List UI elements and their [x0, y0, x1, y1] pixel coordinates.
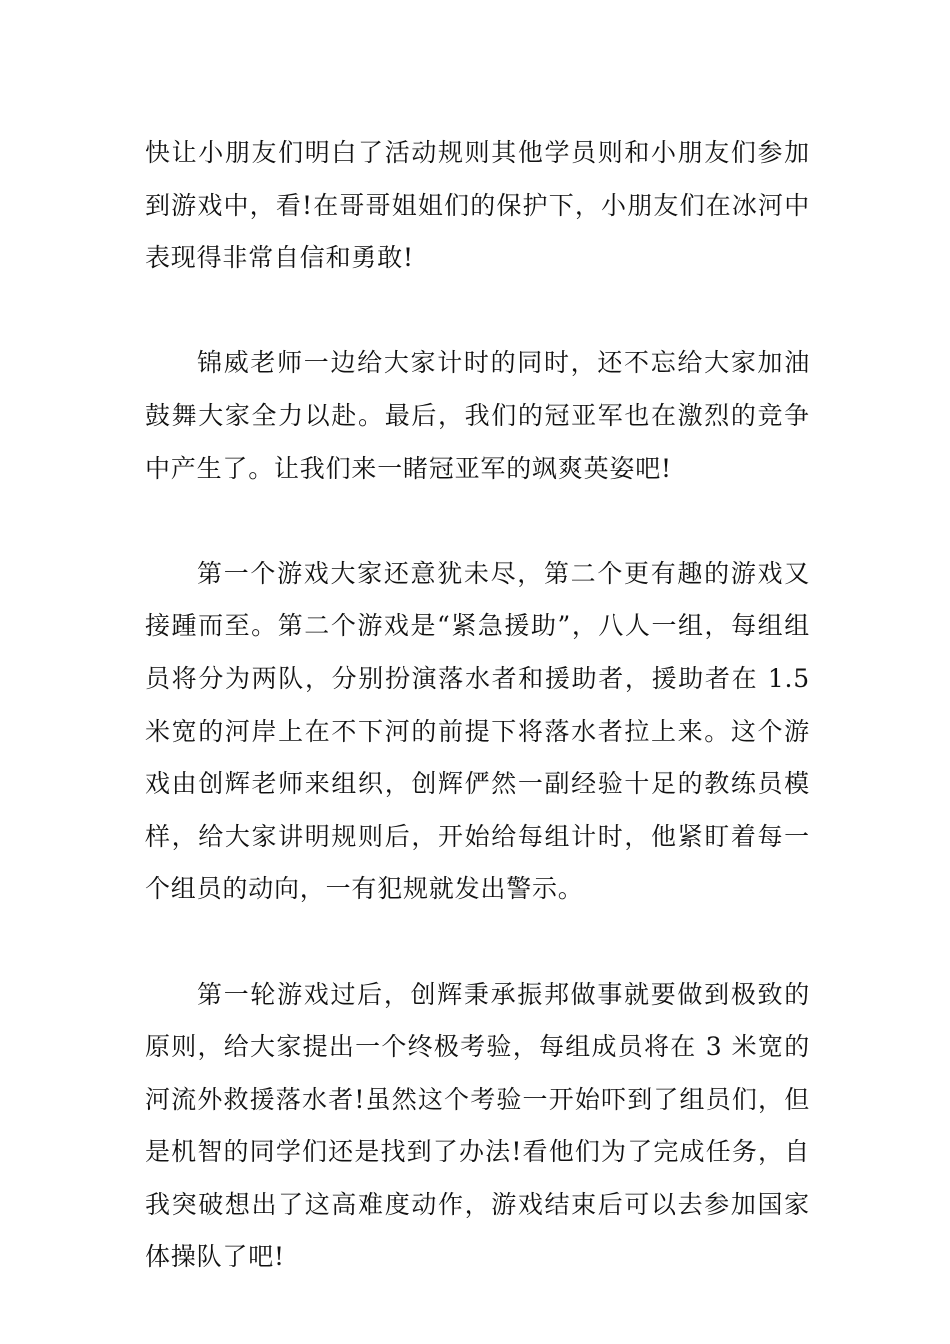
- article-body: [145, 127, 810, 1284]
- paragraph-gap: [145, 495, 810, 548]
- paragraph-gap: [145, 916, 810, 969]
- paragraph-4: 第一轮游戏过后，创辉秉承振邦做事就要做到极致的原则，给大家提出一个终极考验，每组成员将在 3 米宽的河流外救援落水者!虽然这个考验一开始吓到了组员们，但是机智的同学们还是找到了办法!看他们为了完成任务，自我突破想出了这高难度动作，游戏结束后可以去参加国家体操队了吧!: [145, 979, 810, 1272]
- paragraph-3: 第一个游戏大家还意犹未尽，第二个更有趣的游戏又接踵而至。第二个游戏是“紧急援助”，八人一组，每组组员将分为两队，分别扮演落水者和援助者，援助者在 1.5 米宽的河岸上在不下河的前提下将落水者拉上来。这个游戏由创辉老师来组织，创辉俨然一副经验十足的教练员模样，给大家讲明规则后，开始给每组计时，他紧盯着每一个组员的动向，一有犯规就发出警示。: [145, 558, 810, 904]
- paragraph-1: 快让小朋友们明白了活动规则其他学员则和小朋友们参加到游戏中，看!在哥哥姐姐们的保护下，小朋友们在冰河中表现得非常自信和勇敢!: [145, 138, 810, 273]
- paragraph-gap: [145, 285, 810, 338]
- paragraph-2: 锦威老师一边给大家计时的同时，还不忘给大家加油鼓舞大家全力以赴。最后，我们的冠亚军也在激烈的竞争中产生了。让我们来一睹冠亚军的飒爽英姿吧!: [145, 348, 810, 483]
